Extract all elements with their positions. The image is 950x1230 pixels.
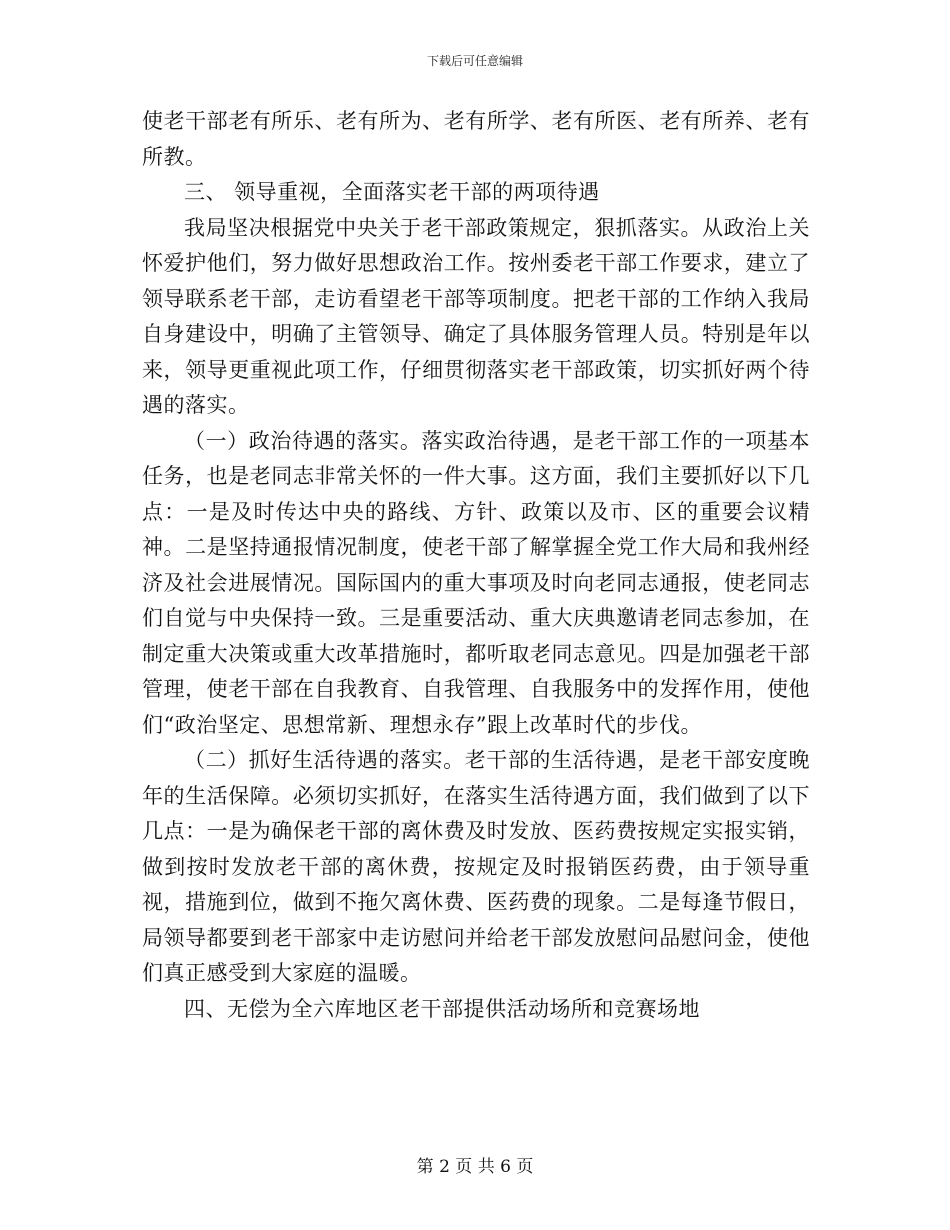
paragraph-living-treatment: （二）抓好生活待遇的落实。老干部的生活待遇，是老干部安度晚年的生活保障。必须切实抓好，在落实生活待遇方面，我们做到了以下几点：一是为确保老干部的离休费及时发放、医药费按规定实报实销，做到按时发放老干部的离休费，按规定及时报销医药费，由于领导重视，措施到位，做到不拖欠离休费、医药费的现象。二是每逢节假日，局领导都要到老干部家中走访慰问并给老干部发放慰问品慰问金，使他们真正感受到大家庭的温暖。 xyxy=(142,748,810,985)
document-body xyxy=(142,104,810,1027)
page-number: 第 2 页 共 6 页 xyxy=(416,1157,534,1177)
paragraph-political-treatment: （一）政治待遇的落实。落实政治待遇，是老干部工作的一项基本任务，也是老同志非常关怀的一件大事。这方面，我们主要抓好以下几点：一是及时传达中央的路线、方针、政策以及市、区的重要会议精神。二是坚持通报情况制度，使老干部了解掌握全党工作大局和我州经济及社会进展情况。国际国内的重大事项及时向老同志通报，使老同志们自觉与中央保持一致。三是重要活动、重大庆典邀请老同志参加，在制定重大决策或重大改革措施时，都听取老同志意见。四是加强老干部管理，使老干部在自我教育、自我管理、自我服务中的发挥作用，使他们“政治坚定、思想常新、理想永存”跟上改革时代的步伐。 xyxy=(142,428,810,737)
paragraph-continuation: 使老干部老有所乐、老有所为、老有所学、老有所医、老有所养、老有所教。 xyxy=(142,109,810,169)
section-heading-3: 三、 领导重视，全面落实老干部的两项待遇 xyxy=(184,180,600,204)
page-header-note: 下载后可任意编辑 xyxy=(426,54,523,68)
section-heading-4: 四、无偿为全六库地区老干部提供活动场所和竞赛场地 xyxy=(184,996,700,1021)
paragraph-policy: 我局坚决根据党中央关于老干部政策规定，狠抓落实。从政治上关怀爱护他们，努力做好思想政治工作。按州委老干部工作要求，建立了领导联系老干部，走访看望老干部等项制度。把老干部的工作纳入我局自身建设中，明确了主管领导、确定了具体服务管理人员。特别是年以来，领导更重视此项工作，仔细贯彻落实老干部政策，切实抓好两个待遇的落实。 xyxy=(142,215,810,417)
